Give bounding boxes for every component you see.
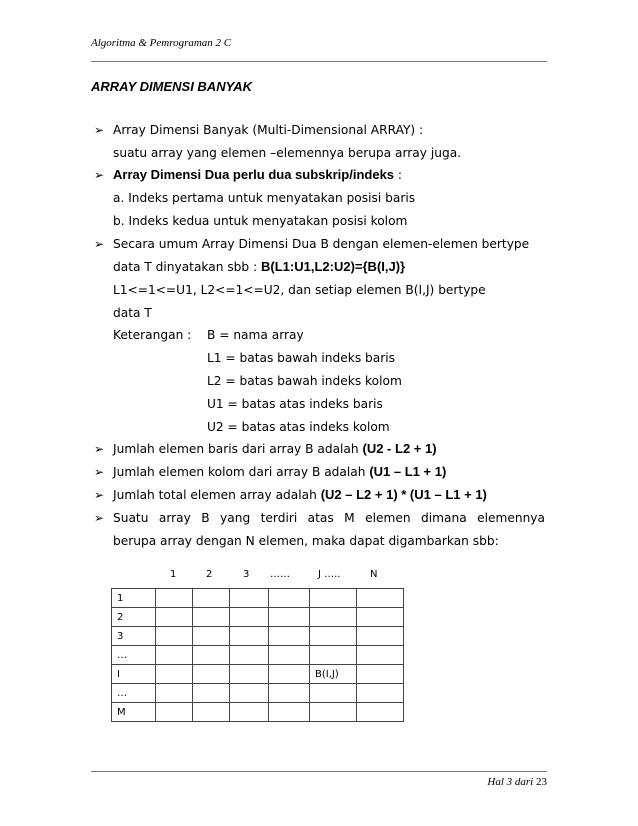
column-header: N	[370, 569, 378, 580]
keterangan-item: B = nama array	[207, 328, 304, 342]
column-header: J …..	[318, 569, 341, 580]
row-label: I	[112, 665, 156, 684]
matrix-cell	[230, 608, 269, 627]
matrix-cell	[156, 608, 193, 627]
bullet-icon: ➢	[94, 237, 105, 251]
matrix-cell	[156, 665, 193, 684]
table-row	[112, 589, 404, 608]
text-line: a. Indeks pertama untuk menyatakan posisi baris	[113, 191, 416, 205]
bold-text: (U1 – L1 + 1)	[369, 464, 447, 479]
matrix-cell	[357, 627, 404, 646]
bold-text: (U2 - L2 + 1)	[362, 441, 437, 456]
text-line: b. Indeks kedua untuk menyatakan posisi kolom	[113, 214, 408, 228]
matrix-cell	[269, 703, 310, 722]
text-line	[113, 487, 487, 503]
text-line	[113, 441, 437, 457]
table-row	[112, 684, 404, 703]
bullet-icon: ➢	[94, 168, 105, 182]
matrix-cell	[156, 627, 193, 646]
table-row	[112, 627, 404, 646]
page-total: 23	[536, 776, 547, 788]
keterangan-item: U2 = batas atas indeks kolom	[207, 420, 390, 434]
matrix-cell	[193, 703, 230, 722]
keterangan-item: U1 = batas atas indeks baris	[207, 397, 383, 411]
matrix-cell	[230, 665, 269, 684]
text-line: Suatu array B yang terdiri atas M elemen dimana elemennya	[113, 511, 545, 525]
matrix-cell	[156, 703, 193, 722]
column-header: 1	[170, 569, 177, 580]
text-line: L1<=1<=U1, L2<=1<=U2, dan setiap elemen B(I,J) bertype	[113, 283, 486, 297]
matrix-cell	[310, 646, 357, 665]
row-label: …	[112, 684, 156, 703]
matrix-cell	[310, 608, 357, 627]
text-line: Array Dimensi Banyak (Multi-Dimensional ARRAY) :	[113, 123, 424, 137]
matrix-cell	[193, 627, 230, 646]
matrix-cell	[193, 646, 230, 665]
text-line: suatu array yang elemen –elemennya berupa array juga.	[113, 146, 462, 160]
table-row	[112, 665, 404, 684]
matrix-cell	[230, 646, 269, 665]
matrix-cell	[193, 608, 230, 627]
keterangan-label: Keterangan :	[113, 328, 192, 342]
table-row	[112, 703, 404, 722]
row-label: 3	[112, 627, 156, 646]
column-header: ……	[270, 569, 290, 580]
bullet-icon: ➢	[94, 511, 105, 525]
matrix-cell	[310, 703, 357, 722]
bullet-icon: ➢	[94, 488, 105, 502]
section-title: ARRAY DIMENSI BANYAK	[91, 79, 253, 94]
keterangan-item: L1 = batas bawah indeks baris	[207, 351, 395, 365]
page-label: Hal 3 dari	[487, 776, 534, 788]
bold-text: B(L1:U1,L2:U2)={B(I,J)}	[261, 259, 406, 274]
matrix-cell	[230, 684, 269, 703]
matrix-cell	[310, 627, 357, 646]
matrix-cell	[357, 589, 404, 608]
matrix-cell	[269, 608, 310, 627]
table-row	[112, 646, 404, 665]
matrix-cell	[269, 627, 310, 646]
matrix-cell	[269, 684, 310, 703]
matrix-cell	[193, 684, 230, 703]
text-line: data T	[113, 306, 152, 320]
header-rule	[91, 61, 547, 62]
matrix-cell	[230, 627, 269, 646]
text-line: Secara umum Array Dimensi Dua B dengan elemen-elemen bertype	[113, 237, 530, 251]
matrix-cell	[357, 608, 404, 627]
matrix-cell	[156, 684, 193, 703]
text-line	[113, 259, 405, 275]
matrix-cell	[230, 703, 269, 722]
text-line	[113, 167, 402, 183]
matrix-cell	[193, 589, 230, 608]
matrix-cell	[357, 646, 404, 665]
bold-text: Array Dimensi Dua perlu dua subskrip/indeks	[113, 167, 395, 182]
matrix-cell-bij: B(I,J)	[310, 665, 357, 684]
matrix-cell	[269, 665, 310, 684]
row-label: 1	[112, 589, 156, 608]
row-label: M	[112, 703, 156, 722]
footer-rule	[91, 771, 547, 772]
matrix-cell	[156, 589, 193, 608]
matrix-cell	[357, 665, 404, 684]
text-line: berupa array dengan N elemen, maka dapat digambarkan sbb:	[113, 534, 499, 548]
text-line	[113, 464, 446, 480]
matrix-cell	[156, 646, 193, 665]
bullet-icon: ➢	[94, 123, 105, 137]
text-span: Jumlah total elemen array adalah	[113, 488, 321, 502]
row-label: …	[112, 646, 156, 665]
keterangan-item: L2 = batas bawah indeks kolom	[207, 374, 402, 388]
text-span: data T dinyatakan sbb :	[113, 260, 262, 274]
matrix-cell	[193, 665, 230, 684]
matrix-cell	[357, 703, 404, 722]
text-span: Jumlah elemen kolom dari array B adalah	[113, 465, 370, 479]
table-row	[112, 608, 404, 627]
bullet-icon: ➢	[94, 465, 105, 479]
column-header: 3	[243, 569, 250, 580]
bold-text: (U2 – L2 + 1) * (U1 – L1 + 1)	[320, 487, 487, 502]
text-span: Jumlah elemen baris dari array B adalah	[113, 442, 363, 456]
row-label: 2	[112, 608, 156, 627]
column-header: 2	[206, 569, 213, 580]
bullet-icon: ➢	[94, 442, 105, 456]
page-footer	[487, 776, 547, 788]
matrix-cell	[357, 684, 404, 703]
matrix-cell	[310, 684, 357, 703]
matrix-cell	[310, 589, 357, 608]
matrix-cell	[269, 646, 310, 665]
array-matrix-table	[111, 588, 404, 722]
running-header: Algoritma & Pemrograman 2 C	[91, 37, 232, 49]
text-span: :	[394, 168, 403, 182]
matrix-cell	[230, 589, 269, 608]
matrix-cell	[269, 589, 310, 608]
